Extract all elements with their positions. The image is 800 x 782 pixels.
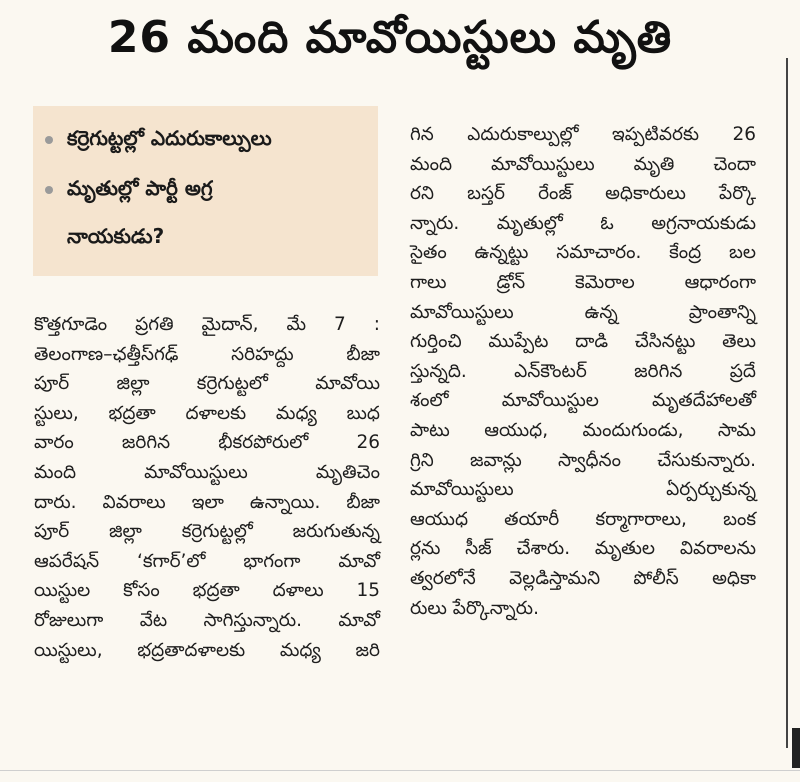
highlight-text: మృతుల్లో పార్టీ అగ్ర (67, 176, 213, 200)
highlight-text: నాయకుడు? (67, 224, 165, 248)
bottom-divider (0, 770, 800, 771)
article-line: త్వరలోనే వెల్లడిస్తామని పోలీస్ అధికా (410, 567, 756, 589)
article-line: ర్లను సీజ్ చేశారు. మృతుల వివరాలను (410, 538, 756, 560)
highlight-item (45, 176, 213, 205)
article-line: గాలు డ్రోన్ కెమెరాల ఆధారంగా (410, 271, 756, 293)
column-divider (786, 58, 788, 748)
article-line: స్తున్నది. ఎన్‌కౌంటర్ జరిగిన ప్రదే (410, 360, 756, 382)
highlight-text: కర్రెగుట్టల్లో ఎదురుకాల్పులు (67, 126, 272, 150)
article-line: గిన ఎదురుకాల్పుల్లో ఇప్పటివరకు 26 (410, 124, 756, 145)
article-line: కొత్తగూడెం ప్రగతి మైదాన్, మే 7 : (34, 314, 380, 335)
article-line: పూర్ జిల్లా కర్రెగుట్టలో మావోయి (34, 373, 380, 395)
article-line: మావోయిస్టులు ఉన్న ప్రాంతాన్ని (410, 301, 756, 323)
bullet-icon (45, 186, 53, 194)
article-line: యిస్టులు, భద్రతాదళాలకు మధ్య జరి (34, 639, 380, 661)
article-line: దారు. వివరాలు ఇలా ఉన్నాయి. బీజా (34, 491, 380, 513)
article-line: స్టులు, భద్రతా దళాలకు మధ్య బుధ (34, 402, 380, 424)
article-line: తెలంగాణ–ఛత్తీస్‌గఢ్ సరిహద్దు బీజా (34, 343, 380, 365)
article-line: మంది మావోయిస్టులు మృతి చెందా (410, 153, 756, 175)
article-line: శంలో మావోయిస్టుల మృతదేహాలతో (410, 390, 756, 412)
article-line: రని బస్తర్ రేంజ్ అధికారులు పేర్కొ (410, 183, 756, 205)
headline: 26 మంది మావోయిస్టులు మృతి (107, 12, 673, 63)
article-column-left (34, 310, 380, 665)
article-line: యిస్టుల కోసం భద్రతా దళాలు 15 (34, 580, 380, 602)
edge-block (792, 728, 800, 768)
article-line: న్నారు. మృతుల్లో ఓ అగ్రనాయకుడు (410, 212, 756, 234)
bullet-icon (45, 136, 53, 144)
article-line: పూర్ జిల్లా కర్రెగుట్టల్లో జరుగుతున్న (34, 521, 380, 543)
article-line: మావోయిస్టులు ఏర్పర్చుకున్న (410, 479, 756, 501)
highlight-box (33, 106, 378, 276)
article-line: గ్రిని జవాన్లు స్వాధీనం చేసుకున్నారు. (410, 449, 756, 471)
article-line: వారం జరిగిన భీకరపోరులో 26 (34, 432, 380, 454)
article-line: ఆపరేషన్ ‘కగార్’లో భాగంగా మావో (34, 550, 380, 572)
article-line: గుర్తించి ముప్పేట దాడి చేసినట్టు తెలు (410, 331, 756, 353)
article-line: సైతం ఉన్నట్టు సమాచారం. కేంద్ర బల (410, 242, 756, 264)
highlight-item (45, 126, 272, 155)
highlight-item-continued (67, 224, 164, 253)
article-column-right (410, 120, 756, 623)
article-line: మంది మావోయిస్టులు మృతిచెం (34, 461, 380, 483)
article-line: పాటు ఆయుధ, మందుగుండు, సామ (410, 419, 756, 441)
article-line: ఆయుధ తయారీ కర్మాగారాలు, బంక (410, 508, 756, 530)
article-line: రోజులుగా వేట సాగిస్తున్నారు. మావో (34, 609, 380, 631)
article-line: రులు పేర్కొన్నారు. (410, 597, 539, 619)
